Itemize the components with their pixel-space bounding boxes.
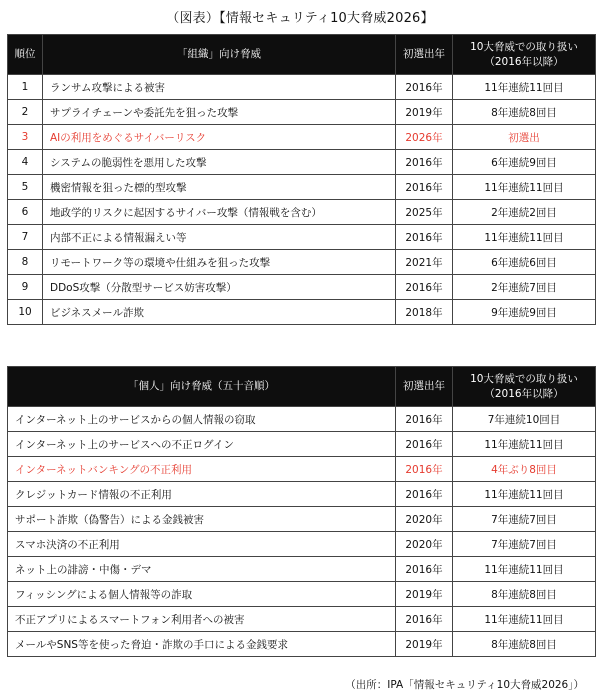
organization-threats-table — [7, 34, 596, 325]
first-year-cell: 2019年 — [396, 632, 453, 657]
first-year-cell: 2016年 — [396, 407, 453, 432]
handling-cell: 6年連続9回目 — [453, 150, 596, 175]
first-year-cell: 2016年 — [396, 175, 453, 200]
first-year-cell: 2021年 — [396, 250, 453, 275]
table-row — [8, 507, 596, 532]
handling-header-line2: （2016年以降） — [484, 387, 564, 400]
table-row — [8, 532, 596, 557]
threat-cell: リモートワーク等の環境や仕組みを狙った攻撃 — [43, 250, 396, 275]
org-threat-header: 「組織」向け脅威 — [43, 35, 396, 75]
first-year-cell: 2016年 — [396, 150, 453, 175]
table-row — [8, 175, 596, 200]
first-year-cell: 2016年 — [396, 275, 453, 300]
threat-cell: 機密情報を狙った標的型攻撃 — [43, 175, 396, 200]
table-row — [8, 200, 596, 225]
handling-header — [453, 367, 596, 407]
handling-cell: 8年連続8回目 — [453, 582, 596, 607]
handling-cell: 11年連続11回目 — [453, 175, 596, 200]
table-row — [8, 225, 596, 250]
handling-cell: 11年連続11回目 — [453, 75, 596, 100]
first-year-cell: 2016年 — [396, 75, 453, 100]
source-note: （出所：IPA「情報セキュリティ10大脅威2026」） — [345, 679, 584, 691]
rank-cell: 6 — [8, 200, 43, 225]
rank-header: 順位 — [8, 35, 43, 75]
handling-header-line1: 10大脅威での取り扱い — [470, 40, 578, 53]
threat-cell: AIの利用をめぐるサイバーリスク — [43, 125, 396, 150]
table-row — [8, 407, 596, 432]
handling-header — [453, 35, 596, 75]
first-year-cell: 2016年 — [396, 482, 453, 507]
handling-cell: 8年連続8回目 — [453, 632, 596, 657]
handling-header-line1: 10大脅威での取り扱い — [470, 372, 578, 385]
handling-cell: 11年連続11回目 — [453, 432, 596, 457]
threat-cell: ネット上の誹謗・中傷・デマ — [8, 557, 396, 582]
table-row — [8, 557, 596, 582]
threat-cell: クレジットカード情報の不正利用 — [8, 482, 396, 507]
threat-cell: ビジネスメール詐欺 — [43, 300, 396, 325]
page-title: （図表）【情報セキュリティ10大脅威2026】 — [166, 11, 434, 26]
handling-cell: 11年連続11回目 — [453, 557, 596, 582]
first-year-cell: 2020年 — [396, 507, 453, 532]
table-row — [8, 100, 596, 125]
threat-cell: 地政学的リスクに起因するサイバー攻撃（情報戦を含む） — [43, 200, 396, 225]
table-row — [8, 457, 596, 482]
first-year-cell: 2016年 — [396, 432, 453, 457]
threat-cell: ランサム攻撃による被害 — [43, 75, 396, 100]
rank-cell: 3 — [8, 125, 43, 150]
threat-cell: 内部不正による情報漏えい等 — [43, 225, 396, 250]
handling-cell: 8年連続8回目 — [453, 100, 596, 125]
handling-cell: 6年連続6回目 — [453, 250, 596, 275]
table-row — [8, 582, 596, 607]
handling-cell: 7年連続7回目 — [453, 507, 596, 532]
first-year-cell: 2016年 — [396, 457, 453, 482]
threat-cell: サポート詐欺（偽警告）による金銭被害 — [8, 507, 396, 532]
table-row — [8, 150, 596, 175]
first-year-cell: 2026年 — [396, 125, 453, 150]
threat-cell: サプライチェーンや委託先を狙った攻撃 — [43, 100, 396, 125]
handling-cell: 4年ぶり8回目 — [453, 457, 596, 482]
threat-cell: インターネットバンキングの不正利用 — [8, 457, 396, 482]
handling-cell: 2年連続7回目 — [453, 275, 596, 300]
first-year-cell: 2016年 — [396, 557, 453, 582]
table-row — [8, 632, 596, 657]
handling-cell: 11年連続11回目 — [453, 482, 596, 507]
first-year-cell: 2016年 — [396, 607, 453, 632]
first-year-cell: 2020年 — [396, 532, 453, 557]
table-row — [8, 300, 596, 325]
personal-table-header — [8, 367, 596, 407]
table-row — [8, 250, 596, 275]
threat-cell: DDoS攻撃（分散型サービス妨害攻撃） — [43, 275, 396, 300]
first-year-cell: 2016年 — [396, 225, 453, 250]
personal-threats-table — [7, 366, 596, 657]
handling-cell: 7年連続7回目 — [453, 532, 596, 557]
first-year-header: 初選出年 — [396, 367, 453, 407]
table-row — [8, 275, 596, 300]
table-row — [8, 125, 596, 150]
first-year-header: 初選出年 — [396, 35, 453, 75]
handling-cell: 初選出 — [453, 125, 596, 150]
rank-cell: 2 — [8, 100, 43, 125]
rank-cell: 9 — [8, 275, 43, 300]
handling-cell: 9年連続9回目 — [453, 300, 596, 325]
threat-cell: 不正アプリによるスマートフォン利用者への被害 — [8, 607, 396, 632]
rank-cell: 8 — [8, 250, 43, 275]
threat-cell: システムの脆弱性を悪用した攻撃 — [43, 150, 396, 175]
table-row — [8, 75, 596, 100]
threat-cell: メールやSNS等を使った脅迫・詐欺の手口による金銭要求 — [8, 632, 396, 657]
threat-cell: インターネット上のサービスからの個人情報の窃取 — [8, 407, 396, 432]
rank-cell: 1 — [8, 75, 43, 100]
rank-cell: 7 — [8, 225, 43, 250]
table-row — [8, 482, 596, 507]
handling-header-line2: （2016年以降） — [484, 55, 564, 68]
first-year-cell: 2019年 — [396, 100, 453, 125]
organization-table-header — [8, 35, 596, 75]
rank-cell: 4 — [8, 150, 43, 175]
handling-cell: 11年連続11回目 — [453, 225, 596, 250]
personal-threat-header: 「個人」向け脅威（五十音順） — [8, 367, 396, 407]
handling-cell: 11年連続11回目 — [453, 607, 596, 632]
handling-cell: 2年連続2回目 — [453, 200, 596, 225]
table-row — [8, 432, 596, 457]
table-row — [8, 607, 596, 632]
threat-cell: インターネット上のサービスへの不正ログイン — [8, 432, 396, 457]
rank-cell: 10 — [8, 300, 43, 325]
threat-cell: フィッシングによる個人情報等の詐取 — [8, 582, 396, 607]
threat-cell: スマホ決済の不正利用 — [8, 532, 396, 557]
first-year-cell: 2025年 — [396, 200, 453, 225]
rank-cell: 5 — [8, 175, 43, 200]
first-year-cell: 2018年 — [396, 300, 453, 325]
handling-cell: 7年連続10回目 — [453, 407, 596, 432]
first-year-cell: 2019年 — [396, 582, 453, 607]
